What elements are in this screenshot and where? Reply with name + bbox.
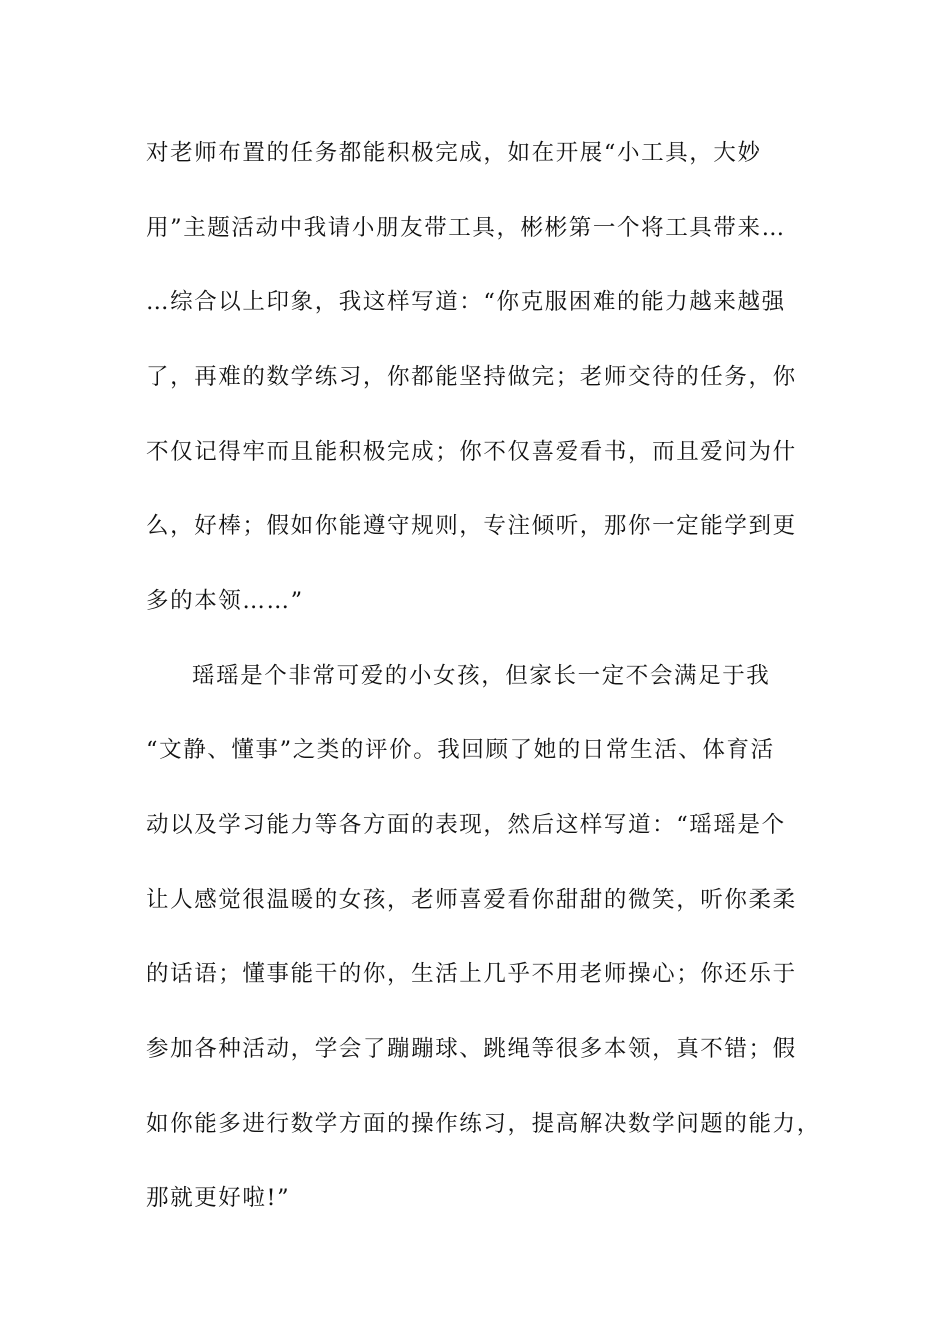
paragraph-2-line-5: 的话语；懂事能干的你，生活上几乎不用老师操心；你还乐于 xyxy=(146,961,797,987)
paragraph-1-line-1: 对老师布置的任务都能积极完成，如在开展“小工具，大妙 xyxy=(146,140,762,166)
paragraph-2-line-3: 动以及学习能力等各方面的表现，然后这样写道：“瑶瑶是个 xyxy=(146,812,786,838)
paragraph-1-line-2: 用”主题活动中我请小朋友带工具，彬彬第一个将工具带来… xyxy=(146,215,786,241)
paragraph-2-line-7: 如你能多进行数学方面的操作练习，提高解决数学问题的能力， xyxy=(146,1111,821,1137)
paragraph-1-line-3: …综合以上印象，我这样写道：“你克服困难的能力越来越强 xyxy=(146,289,786,315)
paragraph-1-line-4: 了，再难的数学练习，你都能坚持做完；老师交待的任务，你 xyxy=(146,364,797,390)
paragraph-2-line-6: 参加各种活动，学会了蹦蹦球、跳绳等很多本领，真不错；假 xyxy=(146,1036,797,1062)
paragraph-1-line-6: 么，好棒；假如你能遵守规则，专注倾听，那你一定能学到更 xyxy=(146,513,797,539)
paragraph-2-line-1: 瑶瑶是个非常可爱的小女孩，但家长一定不会满足于我 xyxy=(192,663,771,689)
paragraph-2-line-8: 那就更好啦!” xyxy=(146,1185,291,1211)
paragraph-2-line-2: “文静、懂事”之类的评价。我回顾了她的日常生活、体育活 xyxy=(146,737,775,763)
paragraph-1-line-5: 不仅记得牢而且能积极完成；你不仅喜爱看书，而且爱问为什 xyxy=(146,439,797,465)
paragraph-1-line-7: 多的本领……” xyxy=(146,588,304,614)
paragraph-2-line-4: 让人感觉很温暖的女孩，老师喜爱看你甜甜的微笑，听你柔柔 xyxy=(146,887,797,913)
